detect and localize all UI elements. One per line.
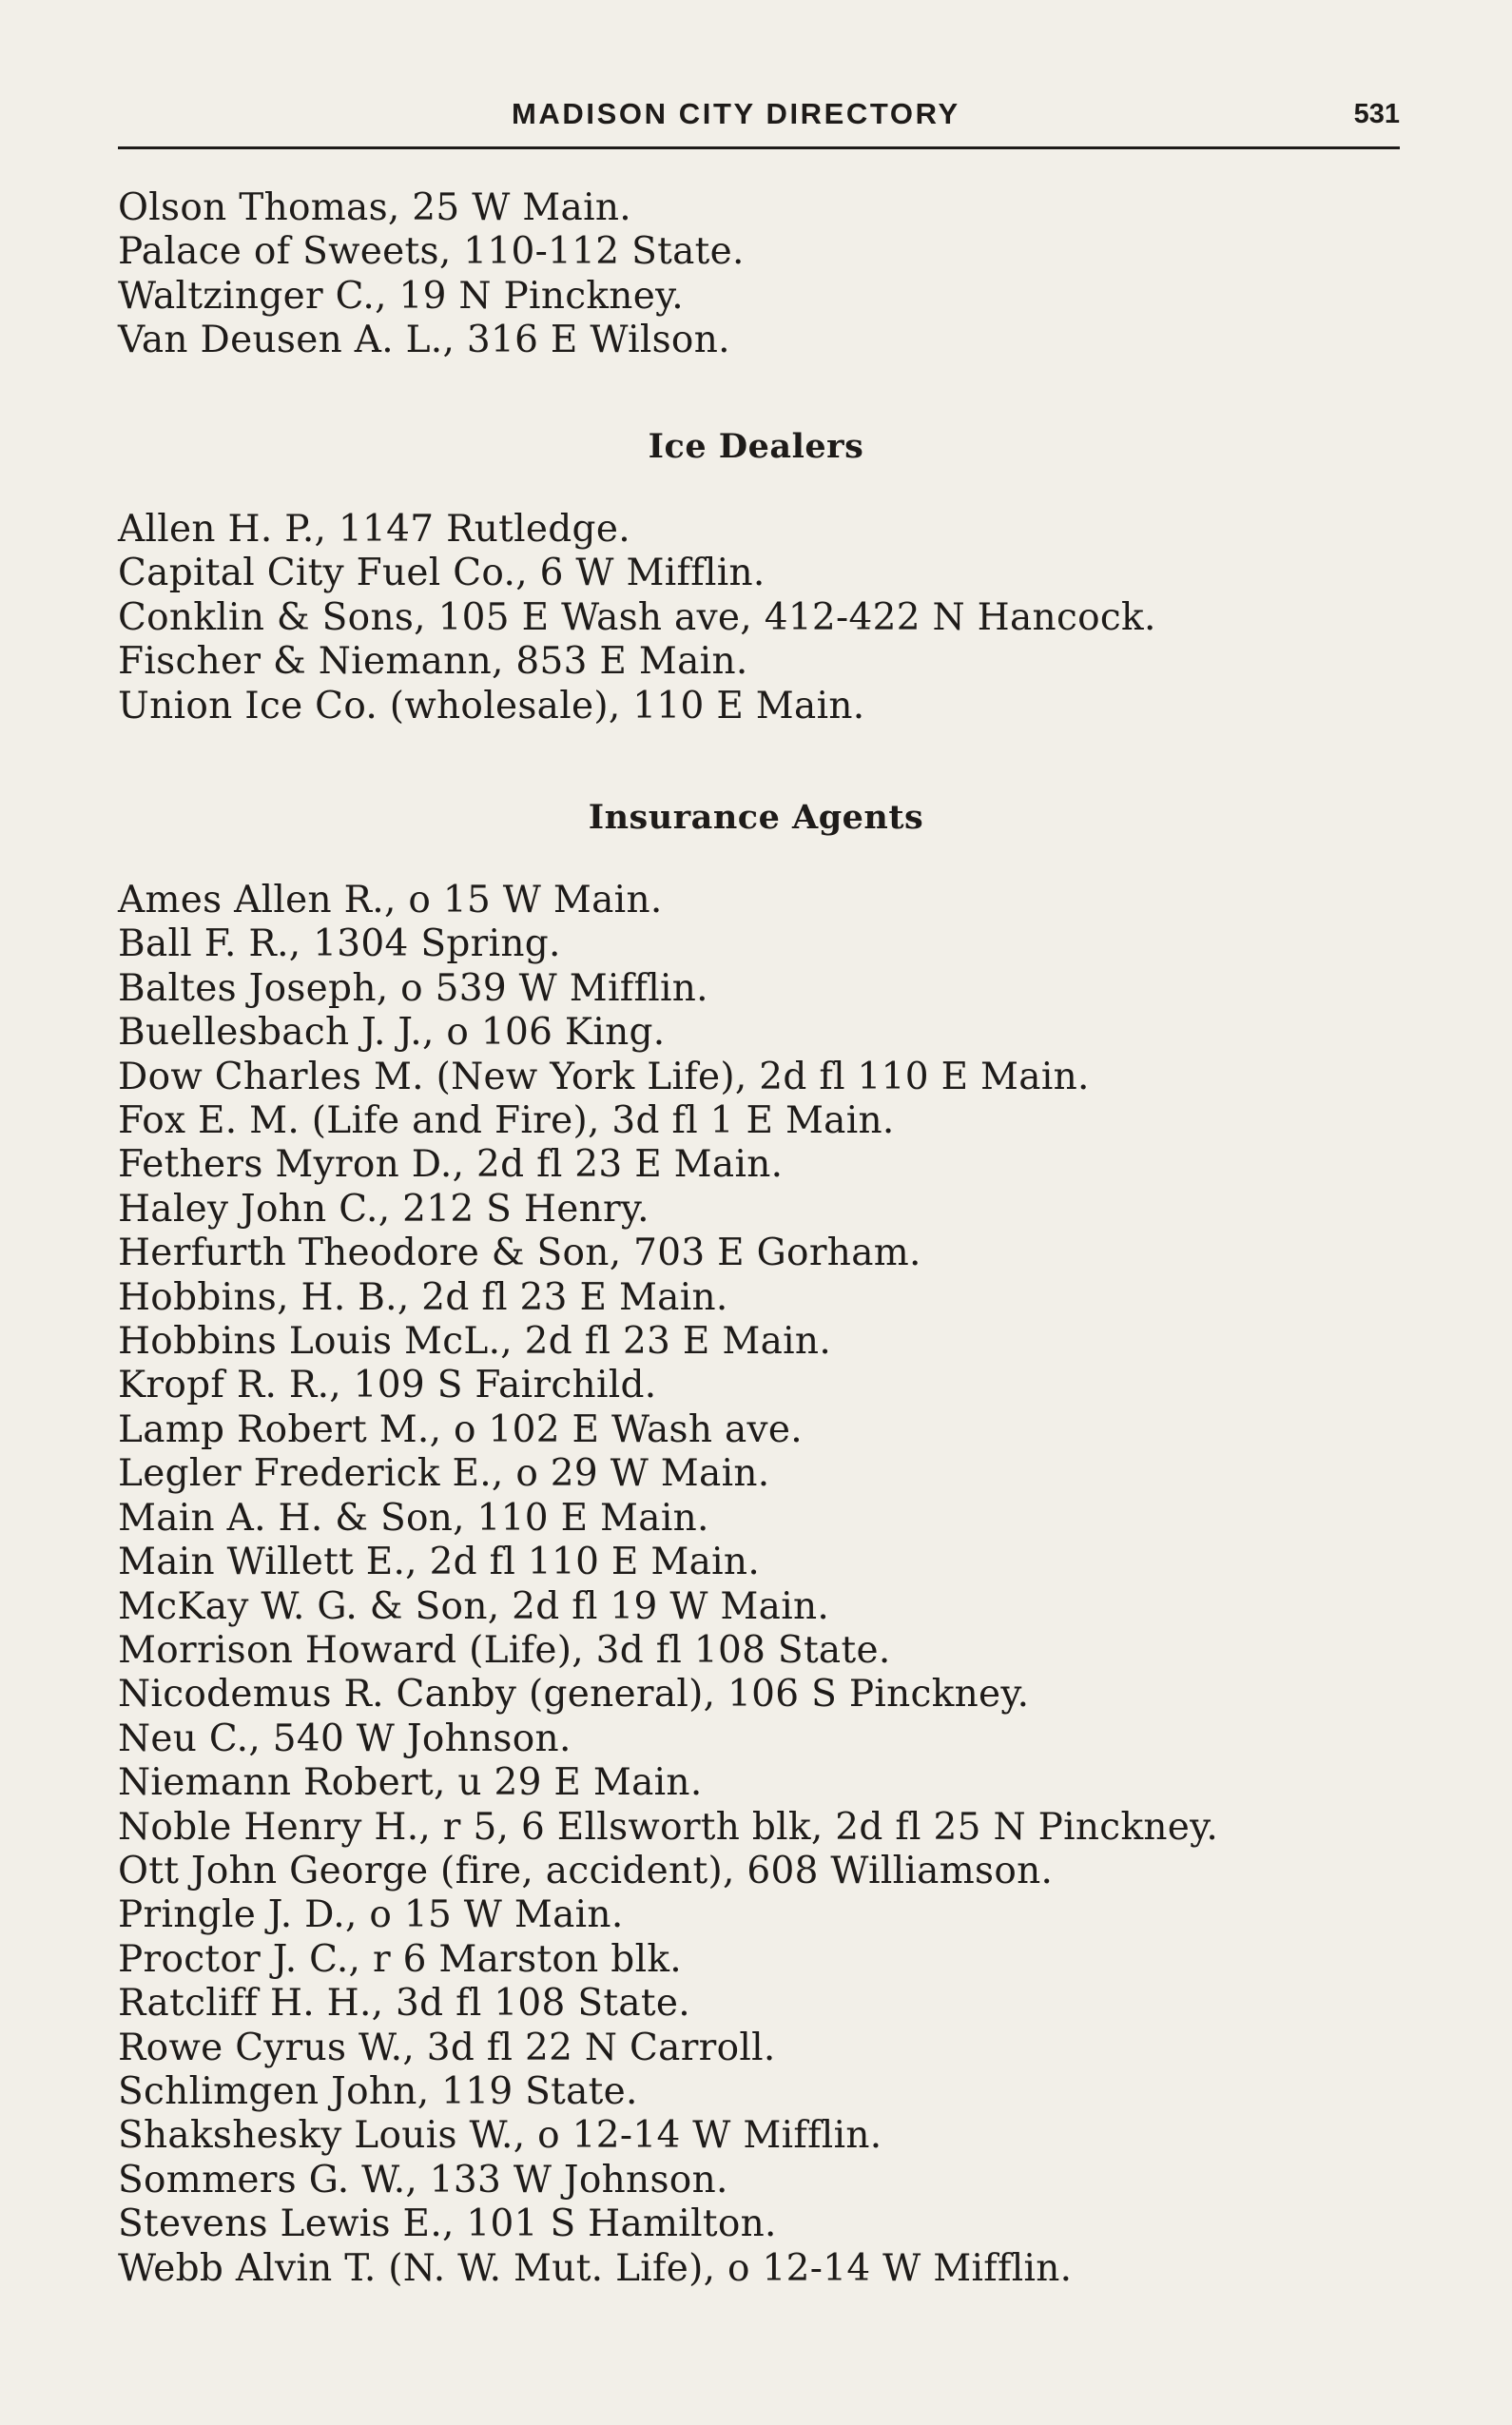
directory-entry: Nicodemus R. Canby (general), 106 S Pinckney. (118, 1673, 1030, 1717)
directory-entry: Conklin & Sons, 105 E Wash ave, 412-422 N Hancock. (118, 595, 1156, 639)
directory-entry: Union Ice Co. (wholesale), 110 E Main. (118, 684, 865, 728)
directory-entry: Lamp Robert M., o 102 E Wash ave. (118, 1407, 803, 1451)
directory-entry: Fischer & Niemann, 853 E Main. (118, 640, 748, 684)
directory-entry: Kropf R. R., 109 S Fairchild. (118, 1364, 657, 1407)
directory-entry: Haley John C., 212 S Henry. (118, 1187, 649, 1231)
directory-entry: Ott John George (fire, accident), 608 Williamson. (118, 1849, 1054, 1892)
directory-entry: Proctor J. C., r 6 Marston blk. (118, 1937, 682, 1981)
directory-entry: Legler Frederick E., o 29 W Main. (118, 1452, 770, 1496)
directory-entry: Waltzinger C., 19 N Pinckney. (118, 274, 684, 318)
section-heading-ice-dealers: Ice Dealers (648, 427, 864, 466)
directory-entry: Shakshesky Louis W., o 12-14 W Mifflin. (118, 2114, 882, 2158)
directory-entry: Fethers Myron D., 2d fl 23 E Main. (118, 1143, 784, 1187)
page-header (118, 93, 1400, 135)
directory-entry: Rowe Cyrus W., 3d fl 22 N Carroll. (118, 2026, 776, 2069)
directory-entry: Buellesbach J. J., o 106 King. (118, 1011, 666, 1055)
ice-dealers-list (118, 508, 1449, 728)
running-title: MADISON CITY DIRECTORY (512, 97, 960, 130)
directory-entry: Dow Charles M. (New York Life), 2d fl 110 E Main. (118, 1055, 1090, 1098)
directory-entry: Webb Alvin T. (N. W. Mut. Life), o 12-14 W Mifflin. (118, 2246, 1073, 2290)
directory-entry: Sommers G. W., 133 W Johnson. (118, 2158, 728, 2202)
directory-entry: Hobbins, H. B., 2d fl 23 E Main. (118, 1275, 728, 1319)
insurance-agents-list (118, 879, 1449, 2291)
directory-entry: Noble Henry H., r 5, 6 Ellsworth blk, 2d fl 25 N Pinckney. (118, 1805, 1219, 1849)
directory-entry: Ball F. R., 1304 Spring. (118, 922, 561, 966)
directory-entry: Herfurth Theodore & Son, 703 E Gorham. (118, 1232, 921, 1275)
directory-entry: Main Willett E., 2d fl 110 E Main. (118, 1541, 761, 1584)
directory-entry: Main A. H. & Son, 110 E Main. (118, 1496, 709, 1540)
directory-entry: Baltes Joseph, o 539 W Mifflin. (118, 966, 708, 1010)
directory-entry: Pringle J. D., o 15 W Main. (118, 1893, 624, 1937)
directory-entry: Neu C., 540 W Johnson. (118, 1717, 572, 1760)
directory-entry: Ames Allen R., o 15 W Main. (118, 879, 663, 922)
continued-entries-list (118, 186, 1449, 363)
directory-entry: Fox E. M. (Life and Fire), 3d fl 1 E Main. (118, 1099, 895, 1143)
directory-entry: Niemann Robert, u 29 E Main. (118, 1761, 703, 1805)
directory-entry: Palace of Sweets, 110-112 State. (118, 230, 745, 274)
directory-entry: McKay W. G. & Son, 2d fl 19 W Main. (118, 1584, 830, 1628)
directory-entry: Schlimgen John, 119 State. (118, 2069, 638, 2113)
directory-entry: Hobbins Louis McL., 2d fl 23 E Main. (118, 1320, 832, 1364)
directory-entry: Van Deusen A. L., 316 E Wilson. (118, 319, 730, 362)
directory-entry: Allen H. P., 1147 Rutledge. (118, 508, 630, 551)
section-heading-insurance-agents: Insurance Agents (588, 798, 924, 837)
directory-entry: Capital City Fuel Co., 6 W Mifflin. (118, 552, 766, 595)
directory-entry: Stevens Lewis E., 101 S Hamilton. (118, 2202, 777, 2246)
directory-entry: Olson Thomas, 25 W Main. (118, 186, 631, 229)
directory-entry: Ratcliff H. H., 3d fl 108 State. (118, 1982, 690, 2026)
directory-entry: Morrison Howard (Life), 3d fl 108 State. (118, 1628, 891, 1672)
header-rule (118, 146, 1400, 149)
page-number: 531 (1353, 99, 1400, 129)
